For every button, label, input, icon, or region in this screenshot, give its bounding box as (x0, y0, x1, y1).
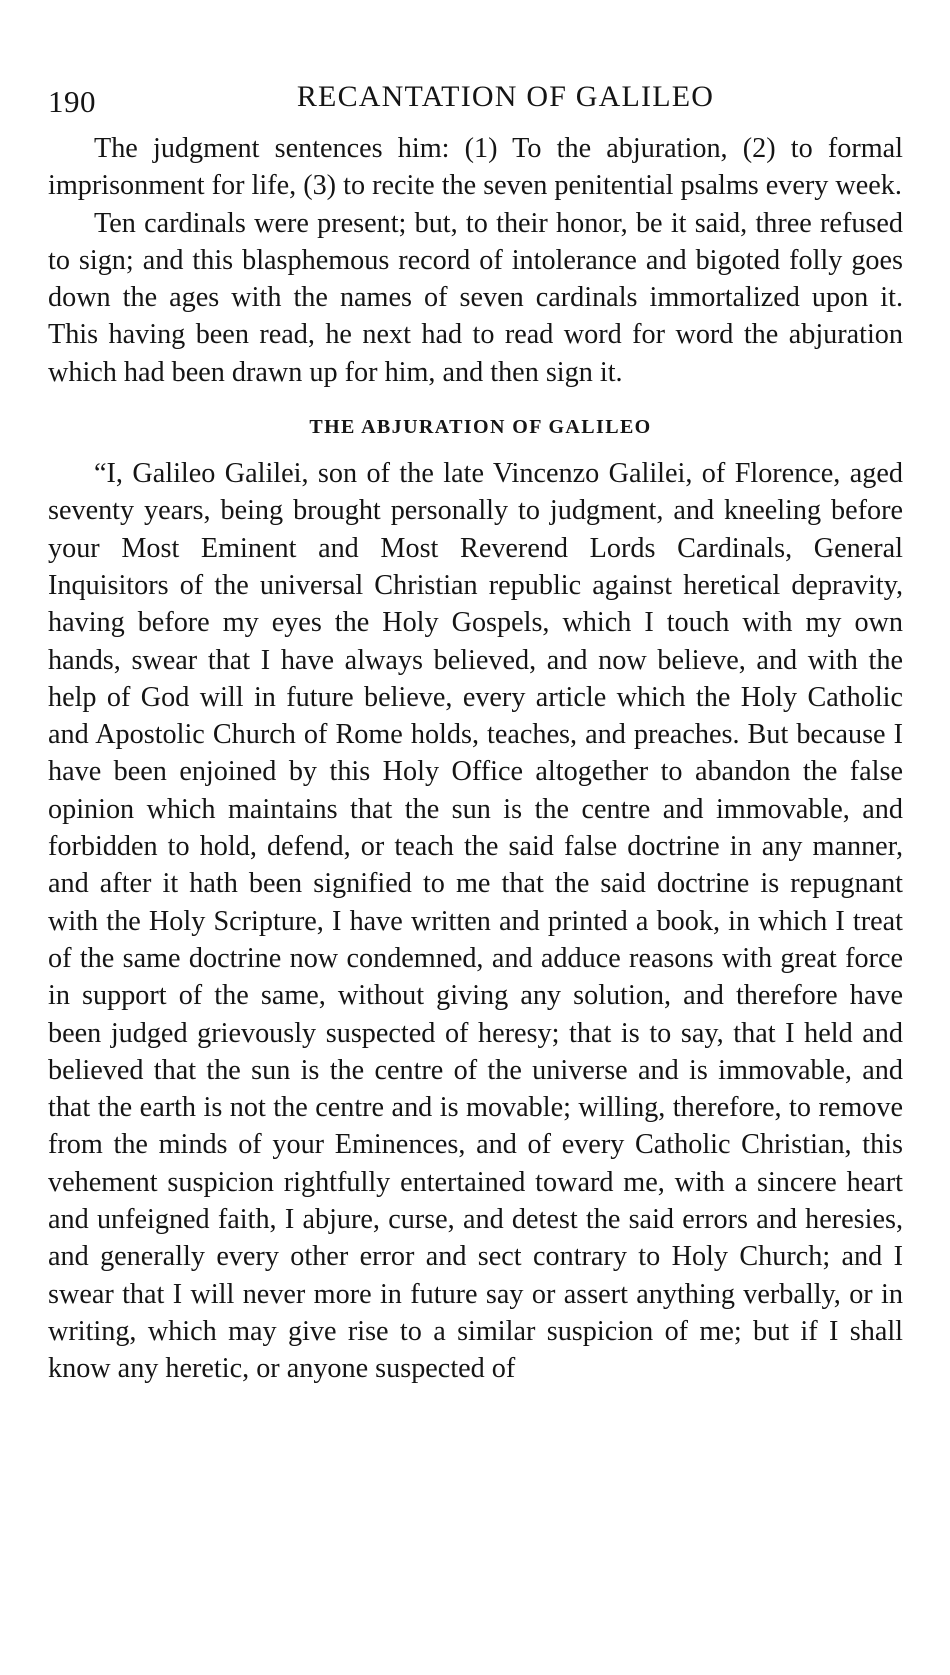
paragraph-abjuration: “I, Galileo Galilei, son of the late Vincenzo Galilei, of Florence, aged seventy years, being brought personally to judgment, and kneeling before your Most Eminent and Most Reverend Lords Cardinals, General Inquisitors of the universal Christian republic against heretical depravity, having before my eyes the Holy Gospels, which I touch with my own hands, swear that I have always believed, and now believe, and with the help of God will in future believe, every article which the Holy Catholic and Apostolic Church of Rome holds, teaches, and preaches. But because I have been enjoined by this Holy Office altogether to abandon the false opinion which maintains that the sun is the centre and immovable, and forbidden to hold, defend, or teach the said false doctrine in any manner, and after it hath been signified to me that the said doctrine is repugnant with the Holy Scripture, I have written and printed a book, in which I treat of the same doctrine now condemned, and adduce reasons with great force in support of the same, without giving any solution, and therefore have been judged grievously suspected of heresy; that is to say, that I held and believed that the sun is the centre of the universe and is immovable, and that the earth is not the centre and is movable; willing, therefore, to remove from the minds of your Eminences, and of every Catholic Christian, this vehement suspicion rightfully entertained toward me, with a sincere heart and unfeigned faith, I abjure, curse, and detest the said errors and heresies, and generally every other error and sect contrary to Holy Church; and I swear that I will never more in future say or assert anything verbally, or in writing, which may give rise to a similar suspicion of me; but if I shall know any heretic, or anyone suspected of (48, 458, 903, 1385)
paragraph-judgment: The judgment sentences him: (1) To the abjuration, (2) to formal imprisonment for life, (3) to recite the seven penitential psalms every week. (48, 133, 903, 202)
body-text (48, 130, 903, 1388)
book-page (48, 70, 903, 1388)
section-heading: THE ABJURATION OF GALILEO (309, 416, 652, 439)
running-title: RECANTATION OF GALILEO (296, 80, 715, 113)
paragraph-cardinals: Ten cardinals were present; but, to their honor, be it said, three refused to sign; and this blasphemous record of intolerance and bigoted folly goes down the ages with the names of seven cardinals immortalized upon it. This having been read, he next had to read word for word the abjuration which had been drawn up for him, and then sign it. (48, 207, 903, 388)
page-number: 190 (48, 84, 96, 119)
running-head (48, 70, 903, 122)
